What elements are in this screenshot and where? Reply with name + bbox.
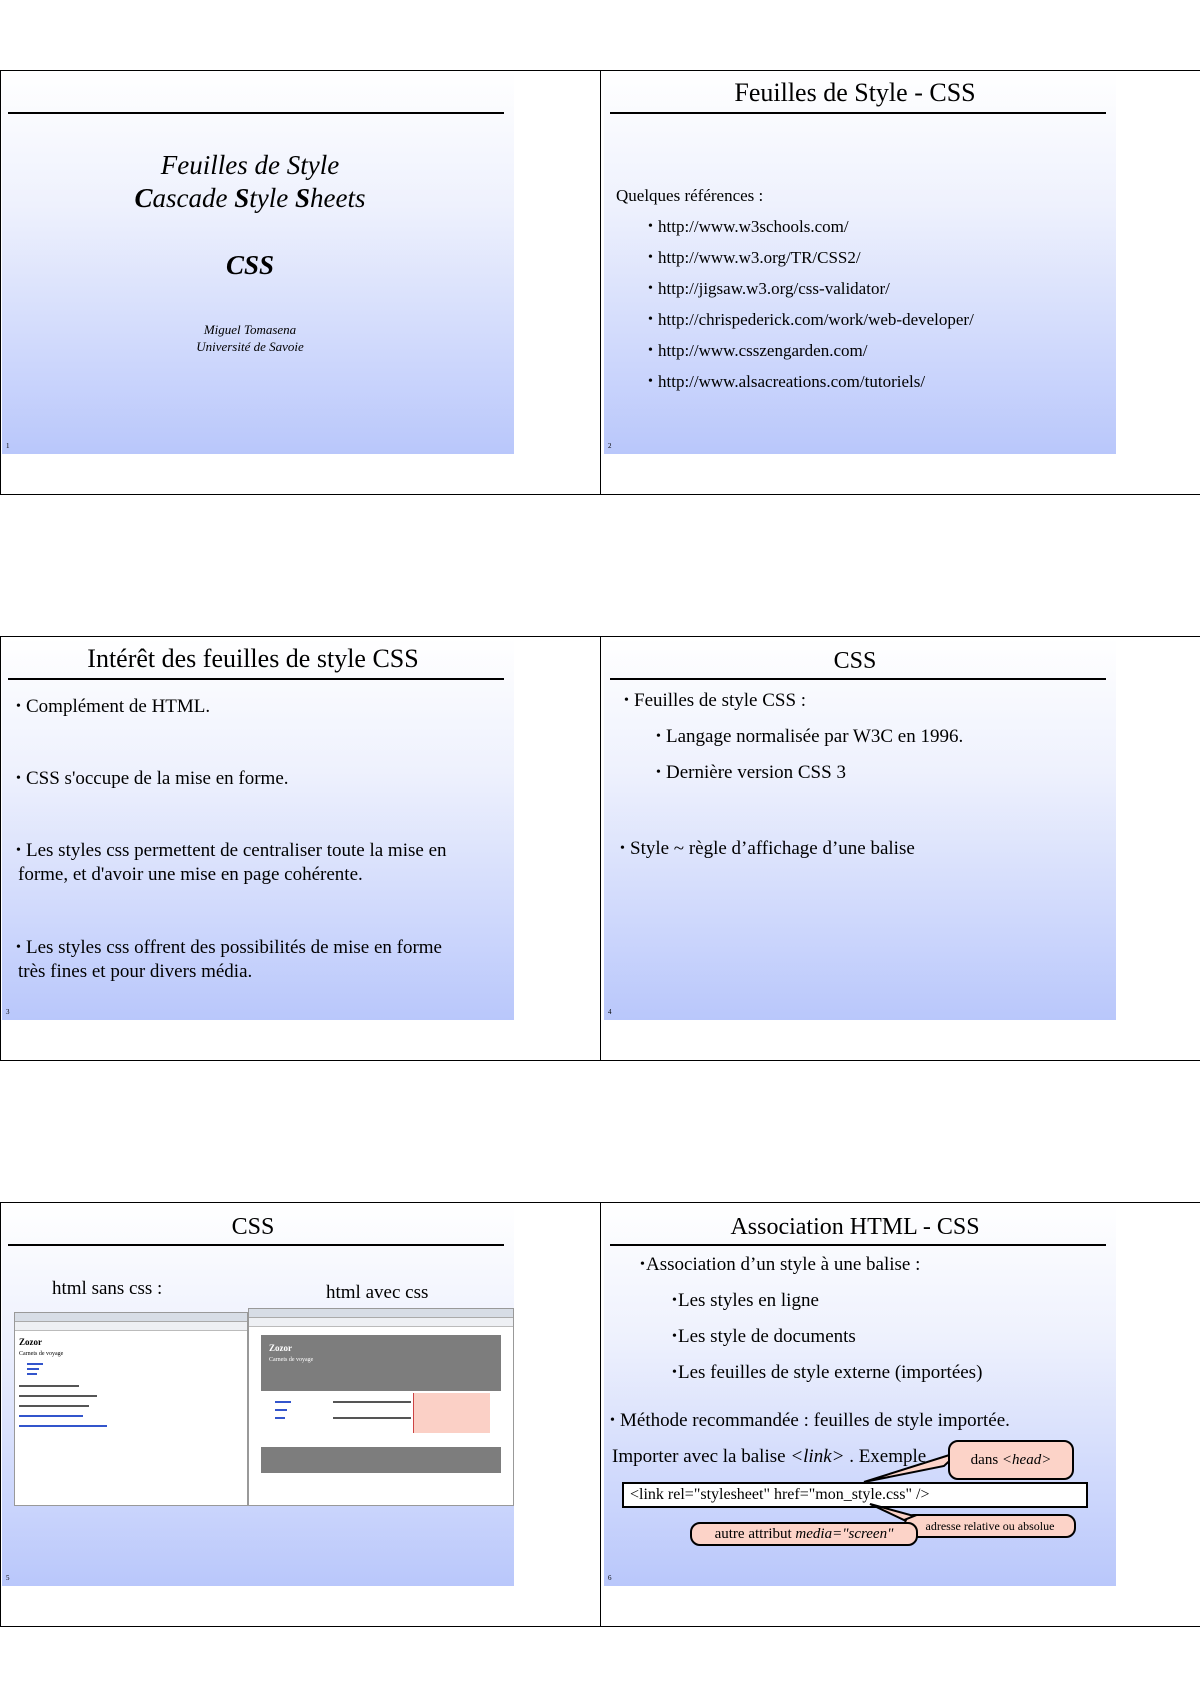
- link-item: • http://jigsaw.w3.org/css-validator/: [648, 279, 890, 298]
- slide-4-title: CSS: [833, 648, 877, 674]
- title-rule: [8, 678, 504, 680]
- slide-number: 2: [608, 442, 612, 450]
- styled-content: [249, 1391, 513, 1441]
- title-rule: [610, 1244, 1106, 1246]
- row-divider: [600, 1202, 601, 1627]
- slide-4: [604, 638, 1116, 1020]
- slide-6-title: Association HTML - CSS: [730, 1214, 980, 1240]
- slide-number: 3: [6, 1008, 10, 1016]
- bullet-item: • CSS s'occupe de la mise en forme.: [16, 768, 289, 789]
- code-example-link: <link rel="stylesheet" href="mon_style.css" />: [622, 1482, 1088, 1508]
- title-rule: [8, 1244, 504, 1246]
- slide-5: [2, 1204, 514, 1586]
- link-item: • http://www.csszengarden.com/: [648, 341, 868, 360]
- handout-row-3: [0, 1202, 1200, 1627]
- styled-footer: [261, 1447, 501, 1473]
- bullet-subitem: • Dernière version CSS 3: [656, 762, 846, 783]
- screenshot-subheading: Carnets de voyage: [19, 1351, 64, 1357]
- slide-1-university: Université de Savoie: [196, 339, 304, 354]
- callout-adresse: adresse relative ou absolue: [904, 1514, 1076, 1538]
- bullet-subitem: • Langage normalisée par W3C en 1996.: [656, 726, 964, 747]
- slide-1-title-line2: Cascade Style Sheets: [134, 183, 366, 213]
- slide-2: [604, 72, 1116, 454]
- row-divider: [600, 636, 601, 1061]
- link-item: • http://www.w3schools.com/: [648, 217, 849, 236]
- screenshot-with-css: [248, 1308, 514, 1506]
- browser-addressbar: [249, 1318, 513, 1327]
- row-border: [0, 70, 1, 495]
- handout-row-1: [0, 70, 1200, 495]
- slide-2-title: Feuilles de Style - CSS: [734, 78, 976, 107]
- slide-3: [2, 638, 514, 1020]
- screenshot-without-css: [14, 1312, 248, 1506]
- styled-header: Zozor Carnets de voyage: [261, 1335, 501, 1391]
- slide-3-title: Intérêt des feuilles de style CSS: [87, 644, 419, 673]
- slide-number: 4: [608, 1008, 612, 1016]
- callout-dans-head: dans <head>: [948, 1440, 1074, 1480]
- row-border: [0, 1202, 1, 1627]
- slide-2-intro: Quelques références :: [616, 186, 764, 205]
- slide-1-subtitle: CSS: [225, 250, 275, 280]
- slide-1-author: Miguel Tomasena: [203, 322, 297, 337]
- slide-number: 1: [6, 442, 10, 450]
- bullet-subitem: •Les style de documents: [672, 1326, 856, 1347]
- import-line: Importer avec la balise <link> . Exemple: [612, 1446, 927, 1467]
- label-html-avec-css: html avec css: [326, 1282, 429, 1303]
- bullet-subitem: •Les styles en ligne: [672, 1290, 819, 1311]
- bullet-item: • Complément de HTML.: [16, 696, 211, 717]
- screenshot-heading: Zozor: [19, 1337, 42, 1347]
- bullet-item: • Style ~ règle d’affichage d’une balise: [620, 838, 915, 859]
- browser-addressbar: [15, 1322, 247, 1331]
- link-item: • http://www.alsacreations.com/tutoriels/: [648, 372, 926, 391]
- title-rule: [610, 112, 1106, 114]
- slide-5-title: CSS: [231, 1214, 275, 1240]
- bullet-item: • Les styles css permettent de centraliser toute la mise en: [16, 840, 447, 861]
- slide-6: [604, 1204, 1116, 1586]
- callout-pointer: [864, 1502, 924, 1522]
- bullet-item-continued: très fines et pour divers média.: [18, 961, 253, 982]
- link-item: • http://chrispederick.com/work/web-developer/: [648, 310, 974, 329]
- bullet-item: • Les styles css offrent des possibilités de mise en forme: [16, 937, 442, 958]
- handout-row-2: [0, 636, 1200, 1061]
- label-html-sans-css: html sans css :: [52, 1278, 163, 1299]
- bullet-item: • Feuilles de style CSS :: [624, 690, 807, 711]
- row-border: [0, 636, 1, 1061]
- browser-tabbar: [15, 1313, 247, 1322]
- link-item: • http://www.w3.org/TR/CSS2/: [648, 248, 861, 267]
- bullet-subitem: •Les feuilles de style externe (importées): [672, 1362, 983, 1383]
- title-rule: [610, 678, 1106, 680]
- slide-1-title-line1: Feuilles de Style: [160, 150, 340, 180]
- slide-number: 5: [6, 1574, 10, 1582]
- slide-1: [2, 72, 514, 454]
- browser-tabbar: [249, 1309, 513, 1318]
- bullet-item-continued: forme, et d'avoir une mise en page cohérente.: [18, 864, 363, 885]
- callout-media: autre attribut media="screen": [690, 1522, 918, 1546]
- slide-number: 6: [608, 1574, 612, 1582]
- title-rule: [8, 112, 504, 114]
- bullet-item: •Association d’un style à une balise :: [640, 1254, 921, 1275]
- row-divider: [600, 70, 601, 495]
- bullet-item: • Méthode recommandée : feuilles de style importée.: [610, 1410, 1010, 1431]
